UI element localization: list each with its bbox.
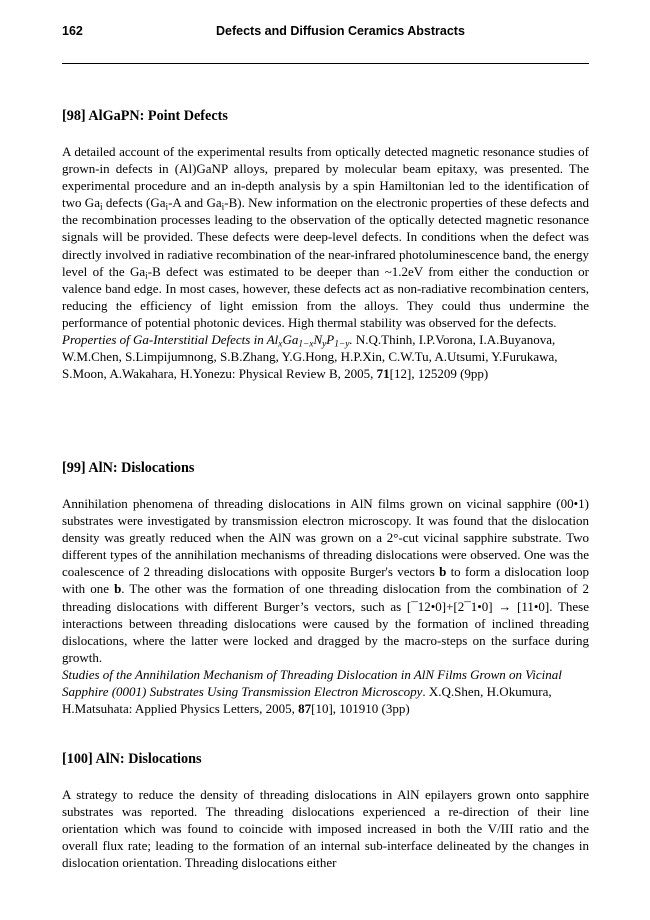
entry-abstract: A detailed account of the experimental results from optically detected magnetic resonance studies of grown-in defects in (Al)GaNP alloys, prepared by molecular beam epitaxy, was presented. The experimental procedure and an in-depth analysis by a spin Hamiltonian led to the identification of two $Ga_i$ defects ($Ga_i-A$ and $Ga_i-B$). New information on the electronic properties of these defects and the recombination processes leading to the observation of the optically detected magnetic resonance signals will be provided. These defects were deep-level defects. In conditions when the defect was directly involved in radiative recombination of the near-infrared photoluminescence band, the energy level of the $Ga_i-B$ defect was estimated to be deeper than ~1.2eV from either the conduction or valence band edge. In most cases, however, these defects act as non-radiative recombination centers, reducing the efficiency of light emission from the alloys. They could thus undermine the performance of potential photonic devices. High thermal stability was observed for the defects. xyxy=(62,144,589,330)
citation-authors: . X.Q.Shen, H.Okumura, H.Matsuhata: Applied Physics Letters, 2005, xyxy=(62,684,552,717)
citation-title: Properties of Ga-Interstitial Defects in $Al_xGa_{1-x}N_yP_{1-y}$. xyxy=(62,332,353,350)
entry-title: [100] AlN: Dislocations xyxy=(62,751,202,767)
entry-abstract: Annihilation phenomena of threading dislocations in AlN films grown on vicinal sapphire (00•1) substrates were investigated by transmission electron microscopy. It was found that the dislocation density was greatly reduced when the AlN was grown on a 2°-cut vicinal sapphire substrate. Two different types of the annihilation mechanisms of threading dislocations were observed. One was the coalescence of 2 threading dislocations with opposite Burger's vectors b to form a dislocation loop with one b. The other was the formation of one threading dislocation from the combination of 2 threading dislocations with different Burger’s vectors, such as [¯12•0]+[2¯1•0] → [11•0]. These interactions between threading dislocations were caused by the formation of inclined threading dislocations, where the latter were locked and dragged by the macro-steps on the surface during growth. xyxy=(62,496,589,665)
entry-abstract: A strategy to reduce the density of threading dislocations in AlN epilayers grown onto sapphire substrates was reported. The threading dislocations experienced a re-direction of their line orientation which was found to coincide with imposed increased in both the V/III ratio and the overall flux rate; leading to the formation of an internal sub-interface delineated by the changes in dislocation orientation. Threading dislocations either xyxy=(62,787,589,871)
abstract-entry-98 xyxy=(62,107,589,382)
page-header xyxy=(62,24,590,42)
citation-authors: N.Q.Thinh, I.P.Vorona, I.A.Buyanova, W.M.Chen, S.Limpijumnong, S.B.Zhang, Y.G.Hong, H.P.Xin, C.W.Tu, A.Utsumi, Y.Furukawa, S.Moon, A.Wakahara, H.Yonezu: Physical Review B, 2005, xyxy=(62,332,558,382)
citation-volume: 71 xyxy=(376,366,390,382)
abstract-entry-100 xyxy=(62,750,589,871)
entry-title: [99] AlN: Dislocations xyxy=(62,460,195,476)
header-rule xyxy=(62,63,589,64)
journal-title: Defects and Diffusion Ceramics Abstracts xyxy=(216,24,465,38)
citation-volume: 87 xyxy=(298,701,312,717)
entry-citation: Studies of the Annihilation Mechanism of Threading Dislocation in AlN Films Grown on Vicinal Sapphire (0001) Substrates Using Transmission Electron Microscopy. X.Q.Shen, H.Okumura, H.Matsuhata: Applied Physics Letters, 2005, 87[10], 101910 (3pp) xyxy=(62,666,562,717)
entry-title: [98] AlGaPN: Point Defects xyxy=(62,108,228,124)
abstract-entry-99 xyxy=(62,459,589,717)
page-number: 162 xyxy=(62,24,83,38)
entry-citation: Properties of Ga-Interstitial Defects in $Al_xGa_{1-x}N_yP_{1-y}$. N.Q.Thinh, I.P.Vorona, I.A.Buyanova, W.M.Chen, S.Limpijumnong, S.B.Zhang, Y.G.Hong, H.P.Xin, C.W.Tu, A.Utsumi, Y.Furukawa, S.Moon, A.Wakahara, H.Yonezu: Physical Review B, 2005, 71[12], 125209 (9pp) xyxy=(62,332,558,382)
citation-title: Studies of the Annihilation Mechanism of Threading Dislocation in AlN Films Grown on Vicinal Sapphire (0001) Substrates Using Transmission Electron Microscopy xyxy=(62,666,562,700)
